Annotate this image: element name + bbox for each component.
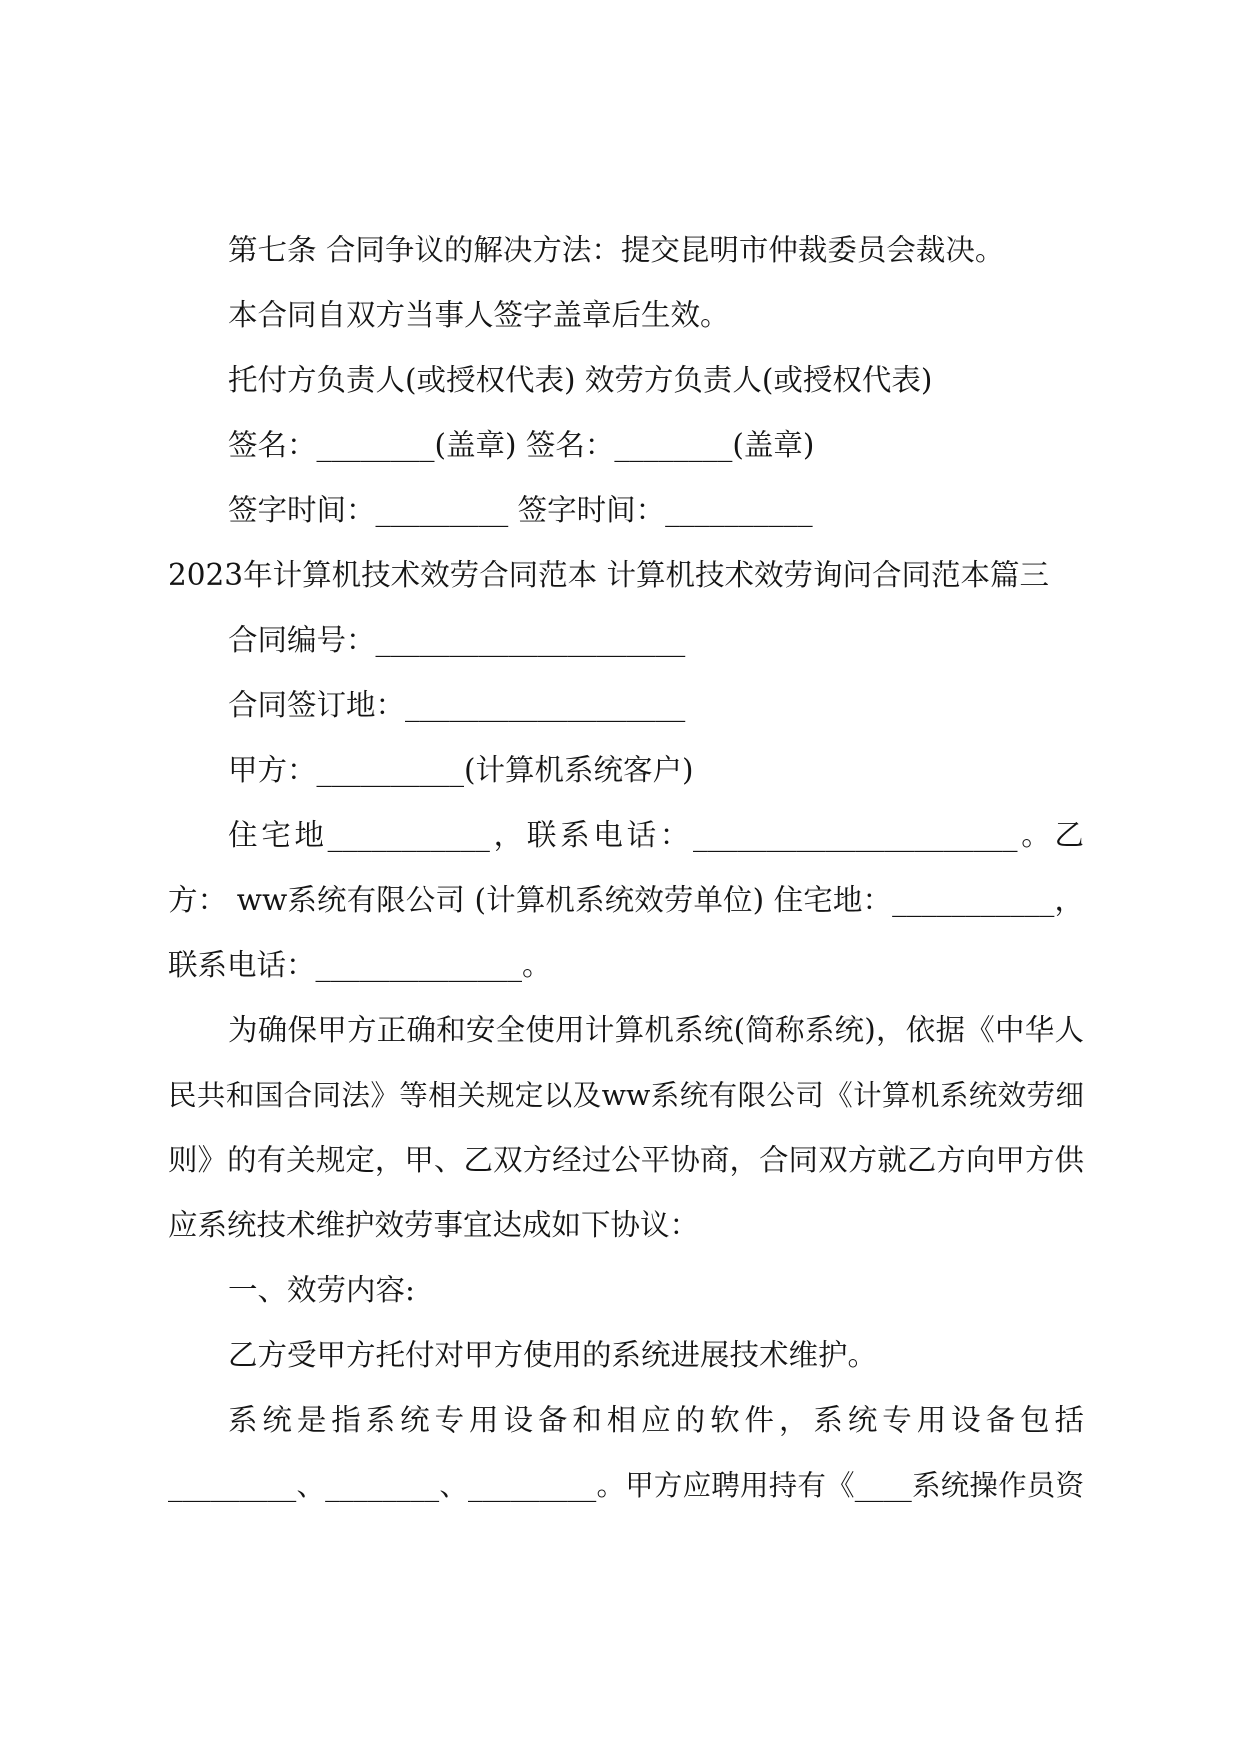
party-a-line: 甲方：__________(计算机系统客户) — [228, 753, 694, 787]
section-one-line: _________、________、_________。甲方应聘用持有《____系统操作员资 — [168, 1469, 1084, 1502]
signature-line: 签名：________(盖章) 签名：________(盖章) — [228, 428, 815, 462]
party-address-line: 住宅地___________，联系电话：______________________。乙 — [228, 818, 1084, 852]
section-one-line: 系统是指系统专用设备和相应的软件，系统专用设备包括 — [228, 1403, 1084, 1437]
section-one-heading: 一、效劳内容: — [228, 1273, 415, 1307]
preamble-line: 民共和国合同法》等相关规定以及ww系统有限公司《计算机系统效劳细 — [168, 1079, 1084, 1112]
section-heading: 2023年计算机技术效劳合同范本 计算机技术效劳询问合同范本篇三 — [168, 558, 1049, 592]
preamble-line: 则》的有关规定，甲、乙双方经过公平协商，合同双方就乙方向甲方供 — [168, 1143, 1084, 1177]
contract-number-line: 合同编号：_____________________ — [228, 623, 686, 657]
section-one-line: 乙方受甲方托付对甲方使用的系统进展技术维护。 — [228, 1338, 878, 1372]
representatives-line: 托付方负责人(或授权代表) 效劳方负责人(或授权代表) — [228, 363, 933, 397]
signing-date-line: 签字时间：_________ 签字时间：__________ — [228, 493, 813, 527]
party-b-phone-line: 联系电话：______________。 — [168, 948, 552, 982]
preamble-line: 为确保甲方正确和安全使用计算机系统(简称系统)，依据《中华人 — [228, 1013, 1084, 1047]
clause-seven-line: 第七条 合同争议的解决方法：提交昆明市仲裁委员会裁决。 — [228, 233, 1005, 267]
document-body — [168, 218, 1084, 1518]
preamble-line: 应系统技术维护效劳事宜达成如下协议： — [168, 1208, 700, 1242]
signing-place-line: 合同签订地：___________________ — [228, 688, 686, 722]
effective-clause-line: 本合同自双方当事人签字盖章后生效。 — [228, 298, 730, 332]
party-b-line: 方： ww系统有限公司 (计算机系统效劳单位) 住宅地：___________， — [168, 883, 1084, 917]
